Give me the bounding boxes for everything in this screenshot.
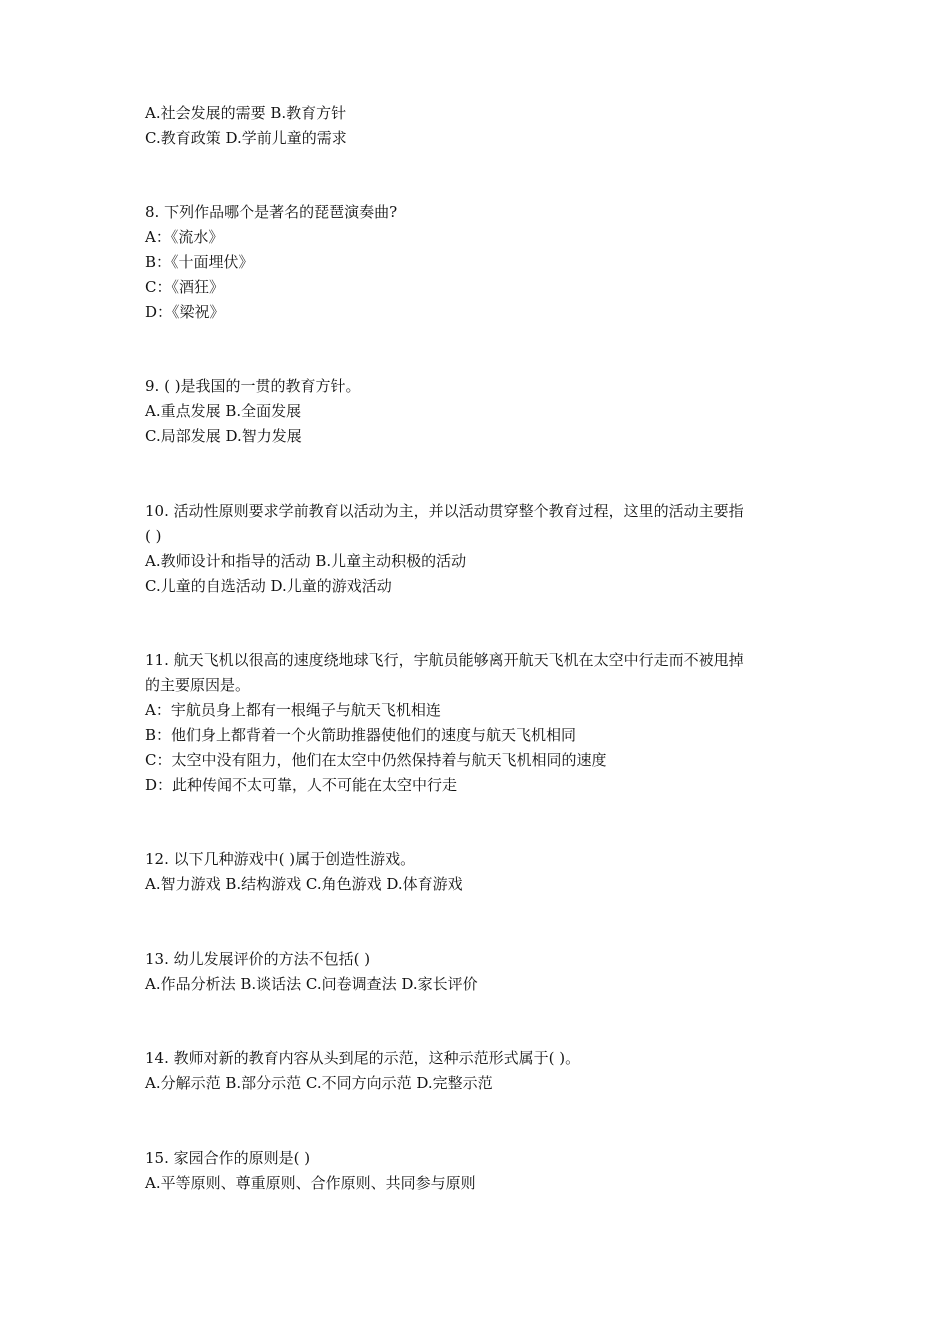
q11-option-a: A：宇航员身上都有一根绳子与航天飞机相连: [145, 701, 441, 719]
q8-option-a: A：《流水》: [145, 228, 224, 246]
q8-option-b: B：《十面埋伏》: [145, 253, 254, 271]
q13-options: A.作品分析法 B.谈话法 C.问卷调查法 D.家长评价: [145, 975, 478, 993]
q15-option-a: A.平等原则、尊重原则、合作原则、共同参与原则: [145, 1174, 476, 1192]
q12-options: A.智力游戏 B.结构游戏 C.角色游戏 D.体育游戏: [145, 875, 463, 893]
q7-options-cd: C.教育政策 D.学前儿童的需求: [145, 129, 347, 147]
q8-option-d: D：《梁祝》: [145, 303, 225, 321]
q9-options-ab: A.重点发展 B.全面发展: [145, 402, 302, 420]
q11-question: 11. 航天飞机以很高的速度绕地球飞行，宇航员能够离开航天飞机在太空中行走而不被甩掉: [145, 651, 744, 669]
q8-option-c: C：《酒狂》: [145, 278, 224, 296]
q11-option-b: B：他们身上都背着一个火箭助推器使他们的速度与航天飞机相同: [145, 726, 577, 744]
q9-options-cd: C.局部发展 D.智力发展: [145, 427, 302, 445]
q10-options-cd: C.儿童的自选活动 D.儿童的游戏活动: [145, 577, 392, 595]
q13-question: 13. 幼儿发展评价的方法不包括( ): [145, 950, 371, 968]
q12-question: 12. 以下几种游戏中( )属于创造性游戏。: [145, 850, 416, 868]
q8-question: 8. 下列作品哪个是著名的琵琶演奏曲?: [145, 203, 398, 221]
q11-option-c: C：太空中没有阻力，他们在太空中仍然保持着与航天飞机相同的速度: [145, 751, 607, 769]
q9-question: 9. ( )是我国的一贯的教育方针。: [145, 377, 361, 395]
q15-question: 15. 家园合作的原则是( ): [145, 1149, 311, 1167]
q11-question-cont: 的主要原因是。: [145, 676, 251, 694]
q7-options-ab: A.社会发展的需要 B.教育方针: [145, 104, 347, 122]
q11-option-d: D：此种传闻不太可靠，人不可能在太空中行走: [145, 776, 458, 794]
q14-question: 14. 教师对新的教育内容从头到尾的示范，这种示范形式属于( )。: [145, 1049, 581, 1067]
q10-question: 10. 活动性原则要求学前教育以活动为主，并以活动贯穿整个教育过程，这里的活动主要指: [145, 502, 744, 520]
q10-question-cont: ( ): [145, 527, 162, 545]
q14-options: A.分解示范 B.部分示范 C.不同方向示范 D.完整示范: [145, 1074, 493, 1092]
q10-options-ab: A.教师设计和指导的活动 B.儿童主动积极的活动: [145, 552, 467, 570]
